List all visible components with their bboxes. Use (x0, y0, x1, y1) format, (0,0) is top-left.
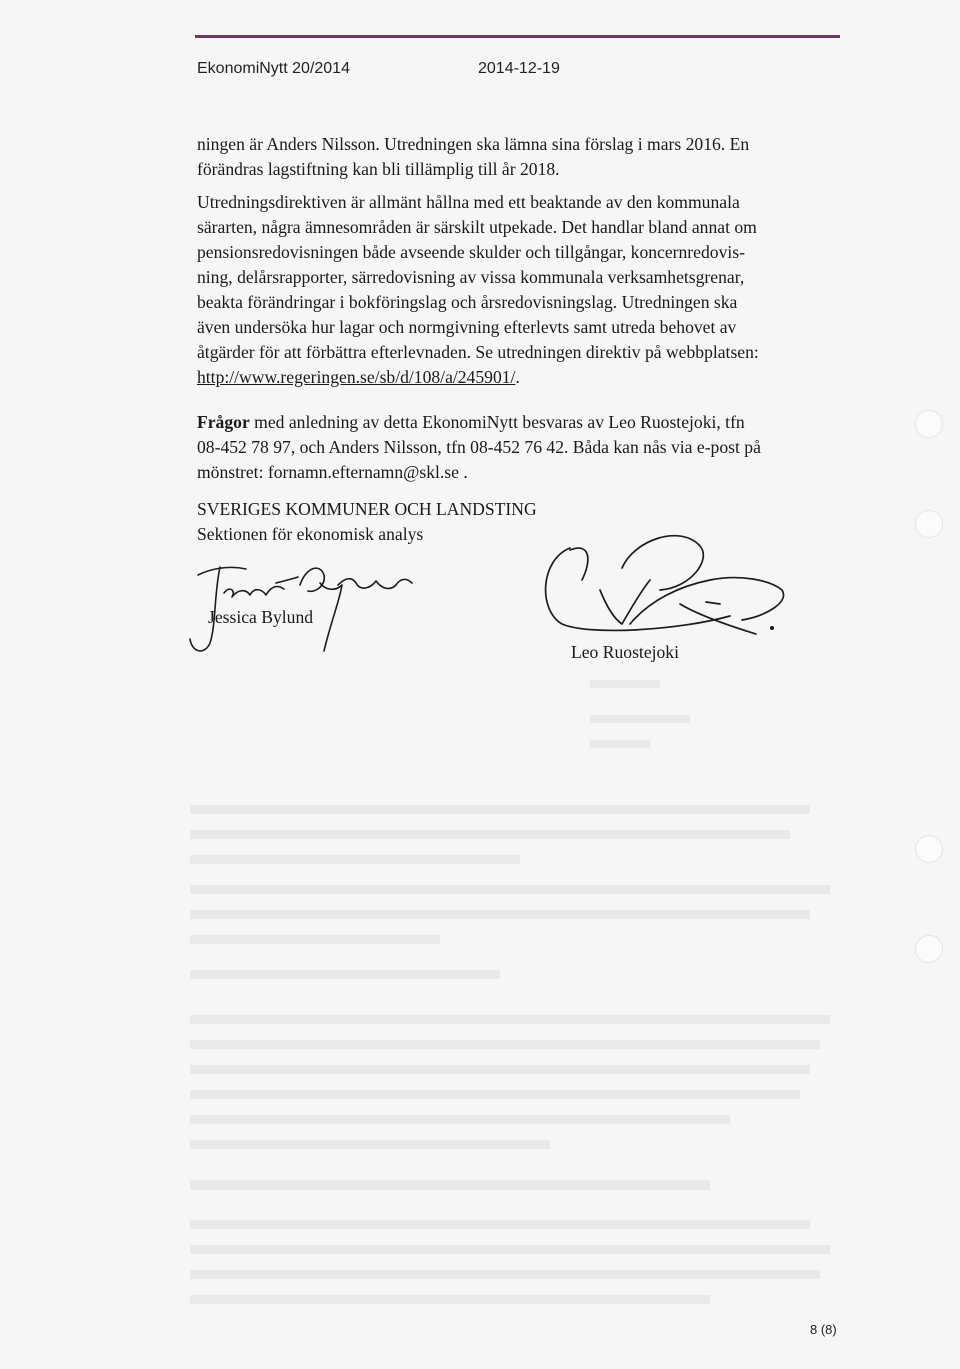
text-line: pensionsredovisningen både avseende skulder och tillgångar, koncernredovis- (197, 242, 745, 262)
text-line: ning, delårsrapporter, särredovisning av vissa kommunala verksamhetsgrenar, (197, 267, 745, 287)
text-line: Utredningsdirektiven är allmänt hållna med ett beaktande av den kommunala (197, 192, 740, 212)
punch-hole-mark (915, 935, 943, 963)
punch-hole-mark (915, 510, 943, 538)
signature-leo-ruostejoki (530, 520, 790, 650)
paragraph-utredning-intro (197, 132, 837, 182)
organization-block (197, 497, 537, 547)
text-fragment: med anledning av detta EkonomiNytt besvaras av Leo Ruostejoki, tfn (249, 412, 745, 432)
text-line: ningen är Anders Nilsson. Utredningen ska lämna sina förslag i mars 2016. En (197, 134, 750, 154)
text-line: beakta förändringar i bokföringslag och årsredovisningslag. Utredningen ska (197, 292, 738, 312)
signatory-right-name: Leo Ruostejoki (571, 642, 679, 662)
text-line: även undersöka hur lagar och normgivning efterlevts samt utreda behovet av (197, 317, 737, 337)
text-line: mönstret: fornamn.efternamn@skl.se . (197, 462, 468, 482)
text-line: åtgärder för att förbättra efterlevnaden. Se utredningen direktiv på webbplatsen: (197, 342, 759, 362)
text-line: förändras lagstiftning kan bli tillämplig till år 2018. (197, 159, 560, 179)
header-rule (195, 35, 840, 38)
regeringen-link[interactable]: http://www.regeringen.se/sb/d/108/a/245901/ (197, 367, 516, 387)
organization-name: SVERIGES KOMMUNER OCH LANDSTING (197, 499, 537, 519)
link-period: . (515, 367, 520, 387)
page-number: 8 (8) (810, 1322, 837, 1337)
punch-hole-mark (915, 410, 943, 438)
paragraph-fragor (197, 410, 837, 485)
punch-hole-mark (915, 835, 943, 863)
publication-title: EkonomiNytt 20/2014 (197, 60, 350, 77)
text-line: 08-452 78 97, och Anders Nilsson, tfn 08-452 76 42. Båda kan nås via e-post på (197, 437, 761, 457)
text-line (197, 365, 837, 390)
signatory-left-name: Jessica Bylund (208, 607, 314, 627)
text-line: särarten, några ämnesområden är särskilt utpekade. Det handlar bland annat om (197, 217, 757, 237)
publication-date: 2014-12-19 (478, 60, 560, 77)
fragor-bold: Frågor (197, 412, 250, 432)
organization-section: Sektionen för ekonomisk analys (197, 524, 424, 544)
paragraph-utredningsdirektiv (197, 190, 837, 390)
text-line (197, 410, 837, 435)
